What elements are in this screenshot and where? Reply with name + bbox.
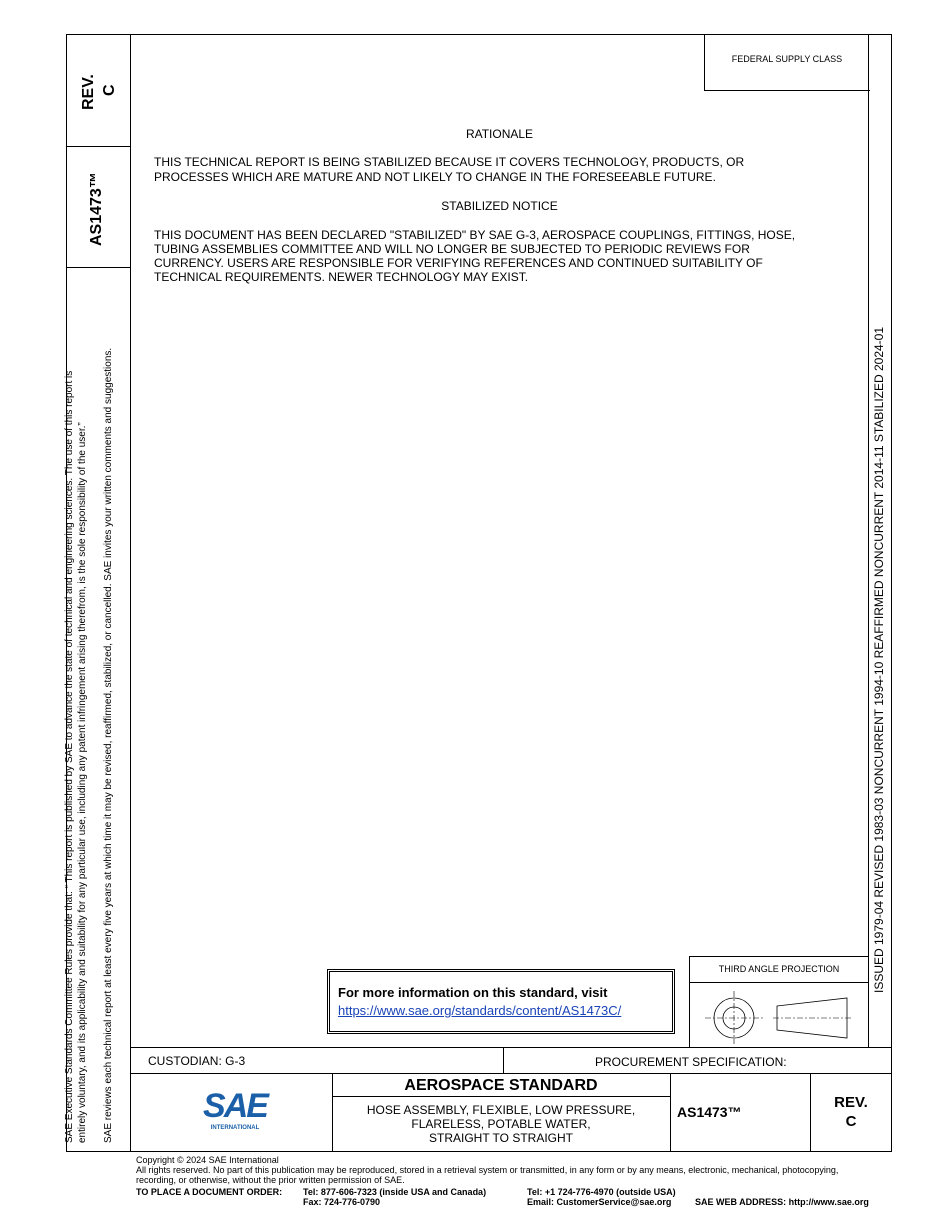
title-block-mid-line: [131, 1073, 892, 1074]
sidebar-disclaimer-line3: SAE reviews each technical report at least every five years at which time it may be revised, reaffirmed, stabilized, or cancelled. SAE invites your written comments and suggestions.: [103, 347, 114, 1143]
document-history: ISSUED 1979-04 REVISED 1983-03 NONCURRENT 1994-10 REAFFIRMED NONCURRENT 2014-11 STABILIZED 2024-01: [872, 326, 886, 993]
sidebar-disclaimer-line2: entirely voluntary, and its applicability and suitability for any particular use, including any patent infringement arising therefrom, is the sole responsibility of the user.”: [77, 422, 88, 1143]
info-box-text: For more information on this standard, visit: [338, 985, 608, 1000]
title-line3: STRAIGHT TO STRAIGHT: [428, 1131, 574, 1145]
sae-logo-text: SAE: [203, 1087, 267, 1125]
custodian-label: CUSTODIAN: G-3: [148, 1054, 246, 1068]
title-block-standard-underline: [332, 1096, 670, 1097]
rationale-title: RATIONALE: [465, 127, 534, 141]
notice-line2: TUBING ASSEMBLIES COMMITTEE AND WILL NO LONGER BE SUBJECTED TO PERIODIC REVIEWS FOR: [154, 242, 750, 256]
footer-rights-line2: recording, or otherwise, without the prior written permission of SAE.: [136, 1175, 405, 1185]
sidebar-rev-box: [66, 34, 131, 147]
right-strip-divider: [868, 34, 869, 1048]
footer-copyright: Copyright © 2024 SAE International: [136, 1155, 279, 1165]
projection-label-divider: [689, 982, 869, 983]
sidebar-rev-value: C: [101, 84, 118, 96]
footer-rights-line1: All rights reserved. No part of this publication may be reproduced, stored in a retrieval system or transmitted, in any form or by any means, electronic, mechanical, photocopying,: [136, 1165, 839, 1175]
title-block-top-line: [131, 1047, 892, 1048]
sae-logo: [198, 1088, 272, 1136]
rationale-line1: THIS TECHNICAL REPORT IS BEING STABILIZED BECAUSE IT COVERS TECHNOLOGY, PRODUCTS, OR: [154, 155, 745, 169]
sae-logo-subtext: INTERNATIONAL: [210, 1125, 260, 1131]
info-box-link[interactable]: https://www.sae.org/standards/content/AS1473C/: [338, 1003, 622, 1018]
title-line1: HOSE ASSEMBLY, FLEXIBLE, LOW PRESSURE,: [366, 1103, 636, 1117]
title-block-divider-custodian: [503, 1047, 504, 1074]
federal-supply-class-label: FEDERAL SUPPLY CLASS: [731, 54, 843, 64]
info-box: [327, 969, 675, 1034]
projection-label: THIRD ANGLE PROJECTION: [718, 964, 840, 974]
sidebar-disclaimer-line1: SAE Executive Standards Committee Rules provide that: “ This report is published by SAE to advance the state of technical and engineering sciences. The use of this report is: [64, 370, 75, 1143]
footer-order-label: TO PLACE A DOCUMENT ORDER:: [136, 1187, 283, 1197]
title-block-divider-number: [670, 1073, 671, 1152]
title-block-rev-label: REV.: [834, 1094, 868, 1111]
procurement-label: PROCUREMENT SPECIFICATION:: [595, 1055, 787, 1069]
footer-fax: Fax: 724-776-0790: [303, 1197, 381, 1207]
footer-web[interactable]: SAE WEB ADDRESS: http://www.sae.org: [695, 1197, 869, 1207]
footer-tel-outside: Tel: +1 724-776-4970 (outside USA): [527, 1187, 676, 1197]
title-line2: FLARELESS, POTABLE WATER,: [411, 1117, 591, 1131]
rationale-line2: PROCESSES WHICH ARE MATURE AND NOT LIKELY TO CHANGE IN THE FORESEEABLE FUTURE.: [154, 170, 716, 184]
sidebar-rev-label: REV.: [80, 74, 97, 110]
standard-type: AEROSPACE STANDARD: [404, 1077, 598, 1094]
notice-line1: THIS DOCUMENT HAS BEEN DECLARED "STABILIZED" BY SAE G-3, AEROSPACE COUPLINGS, FITTINGS, HOSE,: [154, 228, 796, 242]
footer-tel-usa: Tel: 877-606-7323 (inside USA and Canada): [303, 1187, 487, 1197]
footer-email[interactable]: Email: CustomerService@sae.org: [527, 1197, 672, 1207]
title-block-doc-number: AS1473™: [677, 1104, 742, 1120]
notice-line3: CURRENCY. USERS ARE RESPONSIBLE FOR VERIFYING REFERENCES AND CONTINUED SUITABILITY OF: [154, 256, 763, 270]
title-block-rev-value: C: [845, 1113, 857, 1130]
sidebar-doc-number: AS1473™: [88, 172, 105, 246]
third-angle-projection-icon: [695, 986, 865, 1046]
stabilized-notice-title: STABILIZED NOTICE: [441, 199, 558, 213]
notice-line4: TECHNICAL REQUIREMENTS. NEWER TECHNOLOGY MAY EXIST.: [154, 270, 529, 284]
